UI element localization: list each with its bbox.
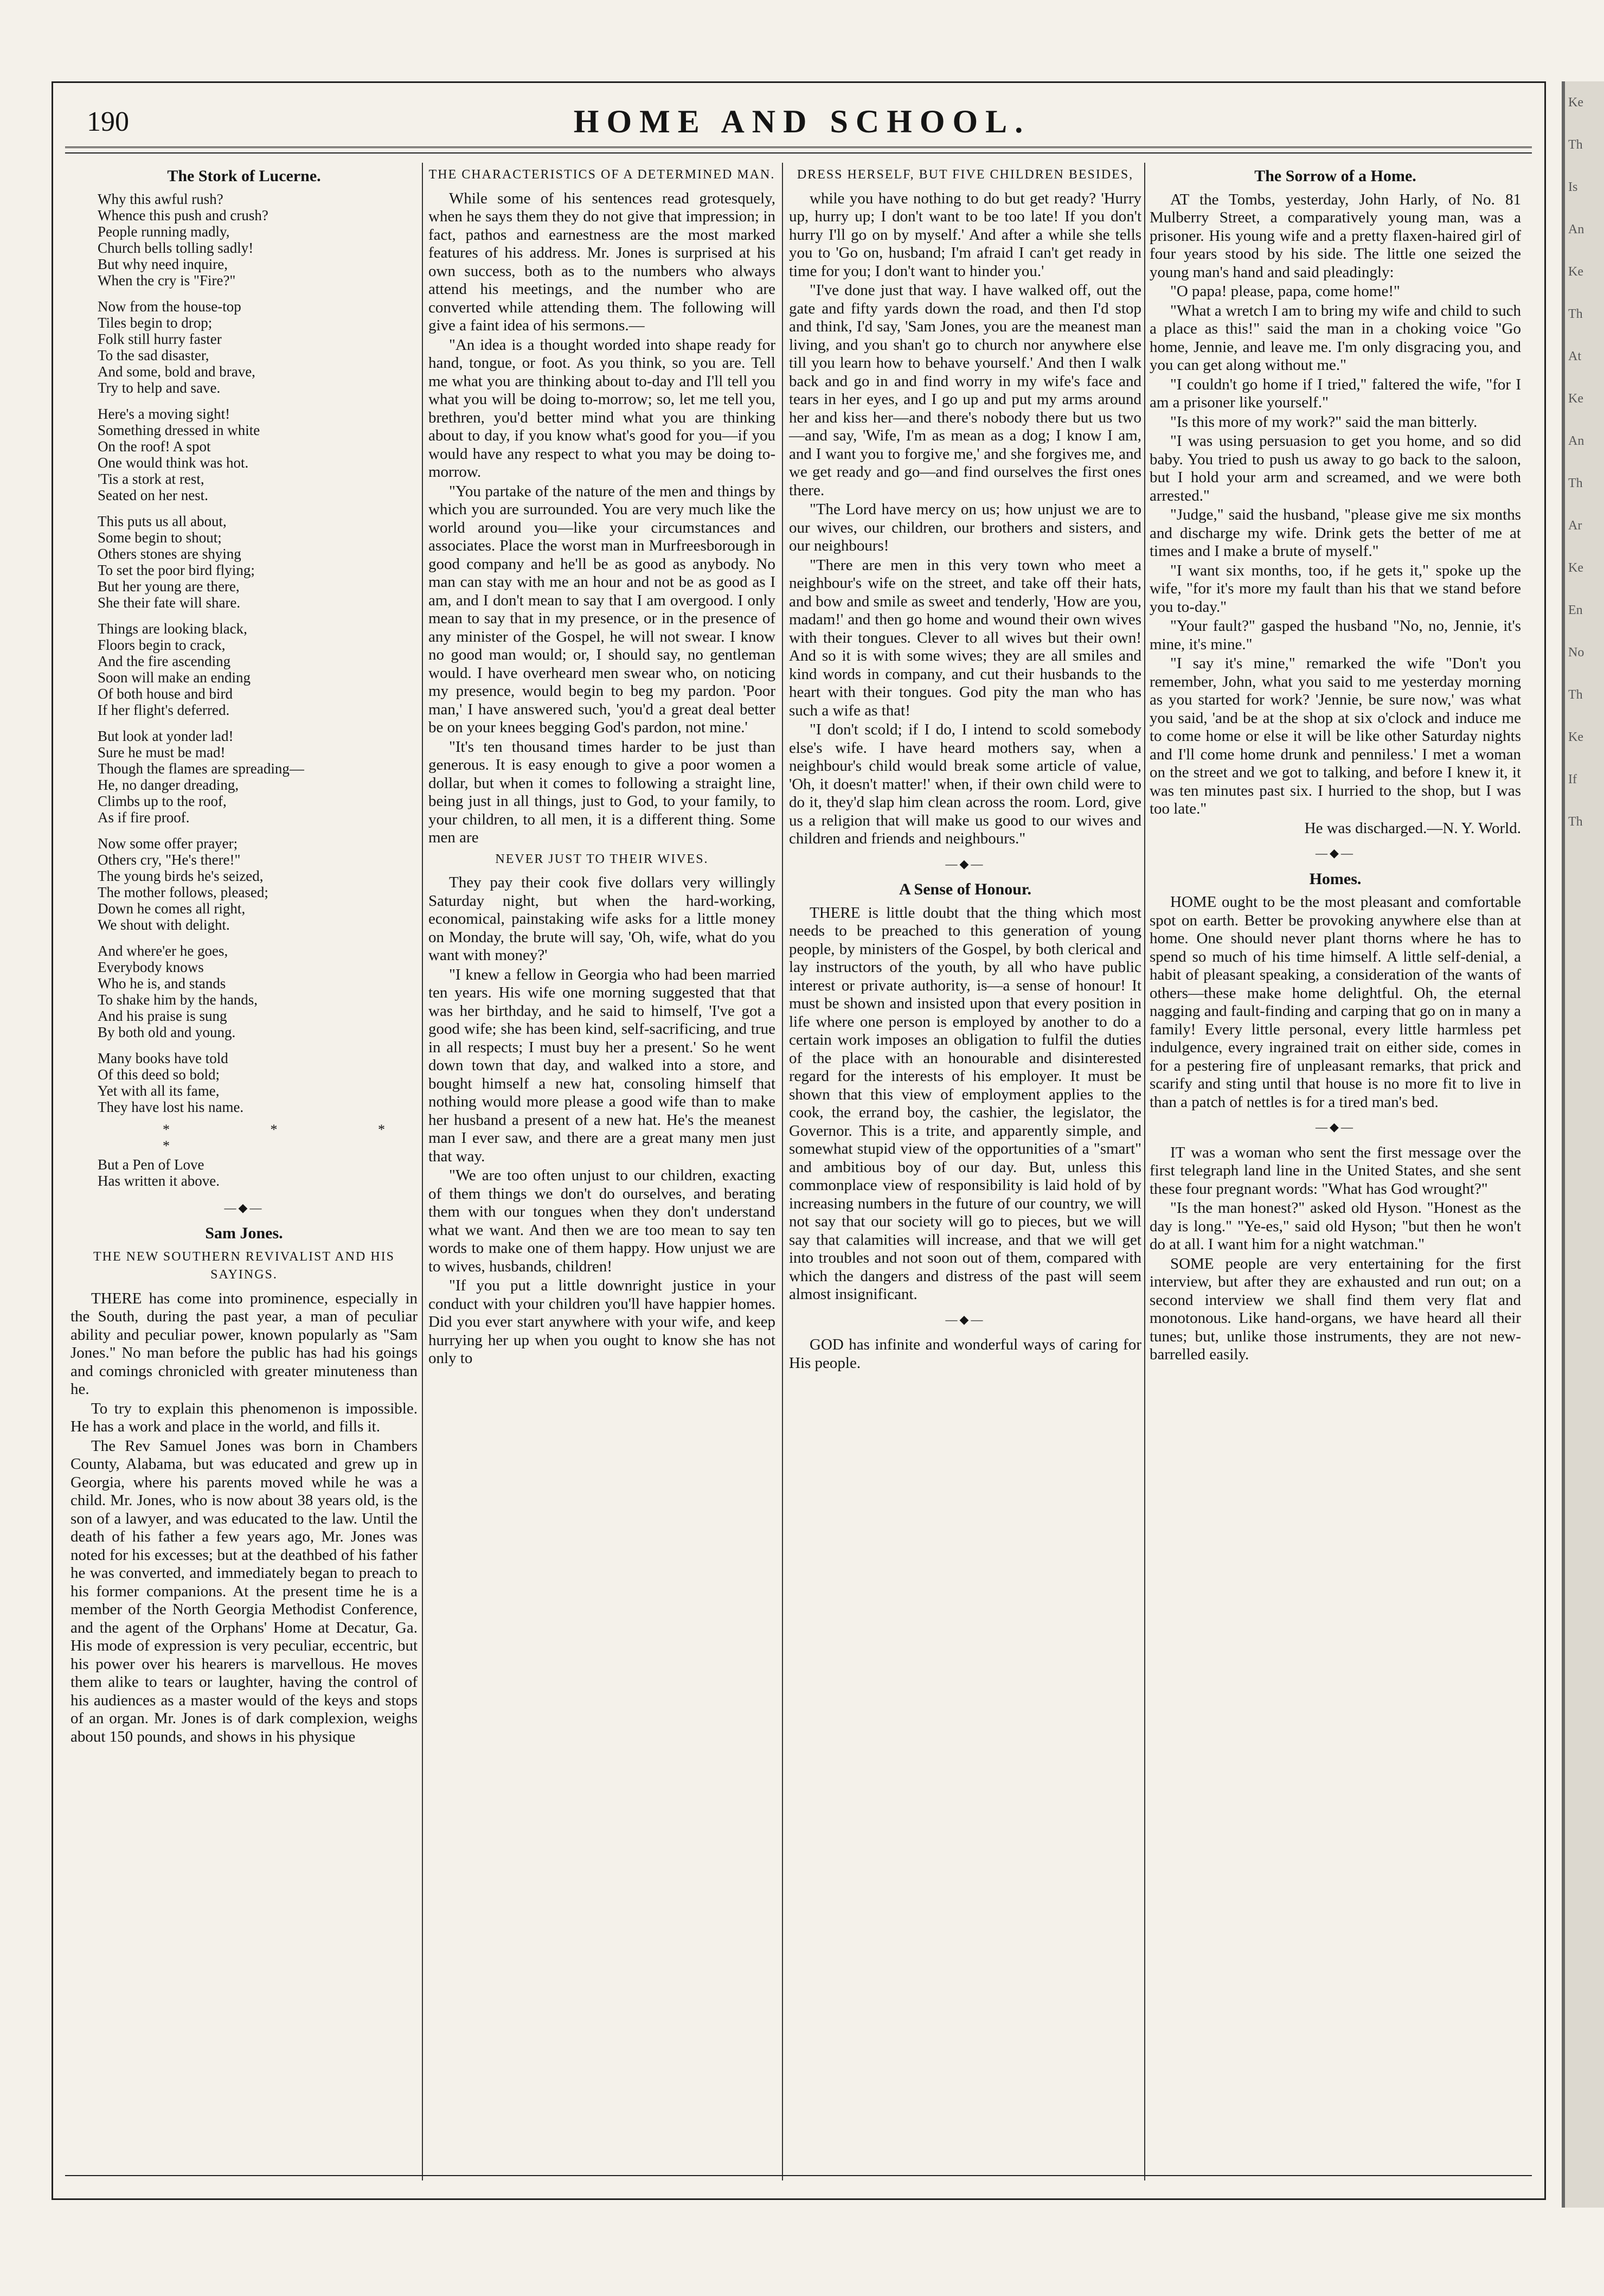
poem-line: Now from the house-top xyxy=(98,298,241,315)
paragraph: "O papa! please, papa, come home!" xyxy=(1170,283,1400,300)
adjacent-page-fragment: Is xyxy=(1568,180,1578,194)
column-divider xyxy=(1144,163,1145,2180)
separator-ornament: —◆— xyxy=(1316,846,1355,860)
adjacent-page-fragment: At xyxy=(1568,349,1581,363)
paragraph: "We are too often unjust to our children, exacting of them things we don't do ourselves, and berating them with our tongues when they don't understand what we want. And then we are too mean to say ten words to make one of them happy. How unjust we are to wives, husbands, children! xyxy=(428,1167,775,1275)
poem-line: To shake him by the hands, xyxy=(98,991,258,1008)
poem-stanza xyxy=(98,1156,418,1189)
poem-line: Seated on her nest. xyxy=(98,487,208,503)
poem-line: Others cry, "He's there!" xyxy=(98,851,241,868)
paragraph: THERE is little doubt that the thing which most needs to be preached to this generation of young people, by ministers of the Gospel, by both clerical and lay instructors of the youth, by all who have public interest or private authority, is—a sense of honour! It must be shown and insisted upon that every position in life where one person is employed by another to do a certain work imposes an obligation to fulfil the duties of the place with an honourable and disinterested regard for the interests of his employer. It must be shown that this view of employment applies to the cook, the errand boy, the cashier, the legislator, the Governor. This is a trite, and apparently simple, and somewhat stupid view of the opportunities of a "smart" and ambitious boy of our day. But, unless this commonplace view of responsibility is laid hold of by increasing numbers in the future of our country, we will not say that our society will go to pieces, but we will say that calamities will increase, and that we will get into troubles and not soon out of them, compared with which the dangers and distress of the past will seem almost insignificant. xyxy=(789,904,1141,1303)
paragraph: "I say it's mine," remarked the wife "Don't you remember, John, what you said to me yesterday morning as you started for work? 'Jennie, be sure now,' was what you said, 'and be at the shop at six o'clock and induce me to come home or else it will be like other Saturday nights and I'll come home drunk and penniless.' I met a woman on the street and we got to talking, and before I knew it, it was ten minutes past six. I hurried to the shop, but I was too late." xyxy=(1150,655,1521,817)
section-heading: DRESS HERSELF, BUT FIVE CHILDREN BESIDES, xyxy=(797,168,1134,182)
poem-line: If her flight's deferred. xyxy=(98,701,230,718)
adjacent-page-fragment: Th xyxy=(1568,815,1583,829)
poem-line: To set the poor bird flying; xyxy=(98,561,255,578)
poem-title: The Stork of Lucerne. xyxy=(167,167,321,185)
poem-line: When the cry is "Fire?" xyxy=(98,272,236,289)
adjacent-page-fragment: Ke xyxy=(1568,265,1583,279)
adjacent-page-fragment: Ke xyxy=(1568,95,1583,110)
poem-line: But a Pen of Love xyxy=(98,1156,204,1173)
paragraph: "I couldn't go home if I tried," faltered the wife, "for I am a prisoner like yourself." xyxy=(1150,375,1521,411)
poem-line: Others stones are shying xyxy=(98,545,241,562)
stars-divider: * * * * xyxy=(163,1121,418,1154)
adjacent-page-fragment: If xyxy=(1568,772,1577,786)
paragraph: The Rev Samuel Jones was born in Chambers County, Alabama, but was educated and grew up in Georgia, where his parents moved while he was a child. Mr. Jones, who is now about 38 years old, is the son of a lawyer, and was educated to the law. Until the death of his father a few years ago, Mr. Jones was noted for his excesses; but at the deathbed of his father he was converted, and immediately began to preach to his former companions. At the present time he is a member of the North Georgia Methodist Conference, and the agent of the Orphans' Home at Decatur, Ga. His mode of expression is very peculiar, eccentric, but his power over his hearers is marvellous. He moves them alike to tears or laughter, having the control of his audiences as a master would of the keys and stops of an organ. Mr. Jones is of dark complexion, weighs about 150 pounds, and shows in his physique xyxy=(70,1437,418,1745)
paragraph: "Judge," said the husband, "please give me six months and discharge my wife. Drink gets the better of me at times and I make a brute of myself." xyxy=(1150,506,1521,560)
paragraph: while you have nothing to do but get ready? 'Hurry up, hurry up; I don't want to be too late! If you don't hurry I'll go on by myself.' And after a while she tells you to 'Go on, husband; I'm afraid I can't get ready in time for you; I don't want to hinder you.' xyxy=(789,189,1141,280)
adjacent-page-fragment: No xyxy=(1568,645,1584,660)
poem-line: Church bells tolling sadly! xyxy=(98,239,254,256)
poem xyxy=(98,191,418,1189)
paragraph: "I don't scold; if I do, I intend to scold somebody else's wife. I have heard mothers say, when a neighbour's child would break some article of value, 'Oh, it doesn't matter!' when, if their own child were to do it, they'd slap him clean across the room. Lord, give us a religion that will make us good to our wives and children and friends and neighbours." xyxy=(789,721,1141,847)
article-body xyxy=(1150,191,1521,838)
column-divider xyxy=(422,163,423,2180)
separator-ornament: —◆— xyxy=(945,1312,985,1326)
paragraph: "You partake of the nature of the men and things by which you are surrounded. You are very much like the world around you—like your circumstances and associates. Place the worst man in Murfreesborough in good company and he'll be as good as anybody. No man can stay with me an hour and not be as good as I am, and I don't mean to say that I am overgood. I only mean to say that in my presence, or in the presence of any minister of the Gospel, he will not swear. I know no good man would; or, I should say, no gentleman would. I have overheard men swear who, on noticing my presence, would begin to beg my pardon. 'Poor man,' I have answered such, 'you'd a great deal better be on your knees begging God's pardon, not mine.' xyxy=(428,482,775,736)
poem-line: But why need inquire, xyxy=(98,255,228,272)
separator-ornament: —◆— xyxy=(1316,1120,1355,1134)
poem-line: Whence this push and crush? xyxy=(98,207,268,223)
poem-line: Yet with all its fame, xyxy=(98,1082,220,1099)
poem-line: And the fire ascending xyxy=(98,653,231,669)
paragraph: "I want six months, too, if he gets it," spoke up the wife, "for it's more my fault than his that we stand before you to-day." xyxy=(1150,561,1521,616)
poem-stanza xyxy=(98,1050,418,1115)
paragraph: "Your fault?" gasped the husband "No, no, Jennie, it's mine, it's mine." xyxy=(1150,617,1521,653)
adjacent-page-fragment: Th xyxy=(1568,688,1583,702)
adjacent-page-fragment: An xyxy=(1568,434,1584,448)
poem-line: Tiles begin to drop; xyxy=(98,314,213,331)
poem-stanza xyxy=(98,835,418,933)
article-body xyxy=(70,1290,418,1747)
poem-line: Of both house and bird xyxy=(98,685,233,702)
poem-line: To the sad disaster, xyxy=(98,347,209,363)
paragraph: "What a wretch I am to bring my wife and child to such a place as this!" said the man in a choking voice "Go home, Jennie, and leave me. I'm only disgracing you, and you can get along without me." xyxy=(1150,302,1521,374)
poem-stanza xyxy=(98,943,418,1040)
poem-line: Of this deed so bold; xyxy=(98,1066,220,1083)
adjacent-page-fragment: Th xyxy=(1568,476,1583,490)
paragraph: "I've done just that way. I have walked off, out the gate and fifty yards down the road, and then I'd stop and think, I'd say, 'Sam Jones, you are the meanest man living, and you shan't go to church nor anywhere else till you learn how to behave yourself.' And then I walk back and go in and find worry in my wife's face and tears in her eyes, and I go up and put my arms around her and kiss her—and there's nobody there but us two—and say, 'Wife, I'm as mean as a dog; I know I am, and I want you to forgive me,' and she forgives me, and we get ready and go—and find ourselves the first ones there. xyxy=(789,282,1141,499)
paragraph: SOME people are very entertaining for the first interview, but after they are exhausted and run out; on a second interview we shall find them very flat and monotonous. Like hand-organs, we have heard all their tunes; but, unlike those instruments, they are not new-barrelled easily. xyxy=(1150,1255,1521,1363)
adjacent-page-fragment: An xyxy=(1568,222,1584,236)
separator-ornament: —◆— xyxy=(224,1200,264,1214)
article-body xyxy=(428,874,775,1368)
poem-line: Soon will make an ending xyxy=(98,669,251,686)
poem-line: By both old and young. xyxy=(98,1024,236,1040)
poem-stanza xyxy=(98,298,418,396)
poem-stanza xyxy=(98,513,418,611)
separator-ornament: —◆— xyxy=(945,856,985,871)
paragraph: HOME ought to be the most pleasant and comfortable spot on earth. Better be provoking anywhere else than at home. One should never plant thorns where he has to spend so much of his time himself. A little self-denial, a habit of pleasant speaking, a consideration of the wants of others—these make home delightful. Oh, the eternal nagging and fault-finding and carping that go on in many a family! Every little personal, every little harmless pet indulgence, every ingrained trait on either side, comes in for a pestering fire of unpleasant remarks, that prick and scarify and sting until that house is no more fit to live in than a patch of nettles is for a tired man's bed. xyxy=(1150,893,1521,1111)
paragraph: "An idea is a thought worded into shape ready for hand, tongue, or foot. As you think, so you are. Tell me what you are thinking about to-day and I'll tell you what you will be doing to-morrow; so, let me tell you, brethren, you'd better mind what you are thinking about to day, if you know what's good for you—if you would have any respect to what you may be doing to-morrow. xyxy=(428,336,775,481)
article-title: Homes. xyxy=(1309,869,1362,888)
article-title: Sam Jones. xyxy=(205,1224,283,1242)
column-1 xyxy=(70,163,418,1747)
poem-line: On the roof! A spot xyxy=(98,438,211,455)
adjacent-page-fragment: En xyxy=(1568,603,1583,617)
column-4 xyxy=(1150,163,1521,1365)
paragraph: "It's ten thousand times harder to be just than generous. It is easy enough to give a poor women a dollar, but when it comes to following a straight line, being just in all things, just to God, to your family, to your children, to all men, it is a different thing. Some men are xyxy=(428,738,775,846)
poem-stanza xyxy=(98,728,418,826)
article-body xyxy=(1150,1144,1521,1364)
page-number: 190 xyxy=(87,106,129,137)
poem-stanza xyxy=(98,621,418,718)
poem-line: Sure he must be mad! xyxy=(98,744,226,760)
poem-line: Something dressed in white xyxy=(98,421,260,438)
paragraph: "I knew a fellow in Georgia who had been married ten years. His wife one morning suggested that that was her birthday, and he said to himself, 'I've got a good wife; she has been kind, self-sacrificing, and true in all respects; I must buy her a present.' So he went down town that day, and walked into a store, and bought himself a new hat, consoling himself that nothing would more please a good wife than to make her husband a present of a new hat. He's the meanest man I ever saw, and there are a great many men just that way. xyxy=(428,965,775,1165)
poem-line: 'Tis a stork at rest, xyxy=(98,470,204,487)
poem-line: But look at yonder lad! xyxy=(98,727,234,744)
poem-line: The young birds he's seized, xyxy=(98,867,264,884)
poem-line: She their fate will share. xyxy=(98,594,241,611)
article-title: The Sorrow of a Home. xyxy=(1254,167,1416,185)
poem-stanza xyxy=(98,191,418,289)
adjacent-page-fragment: Th xyxy=(1568,307,1583,321)
paragraph: He was discharged.—N. Y. World. xyxy=(1304,819,1521,837)
paragraph: THERE has come into prominence, especially in the South, during the past year, a man of peculiar ability and peculiar power, known popularly as "Sam Jones." No man before the public has had his goings and comings chronicled with greater minuteness than he. xyxy=(70,1289,418,1398)
paragraph: To try to explain this phenomenon is impossible. He has a work and place in the world, and fills it. xyxy=(70,1399,418,1435)
article-body xyxy=(789,904,1141,1304)
poem-stanza xyxy=(98,406,418,503)
article-subtitle: THE NEW SOUTHERN REVIVALIST AND HIS SAYINGS. xyxy=(93,1249,395,1282)
article-body xyxy=(428,190,775,847)
poem-line: Climbs up to the roof, xyxy=(98,792,227,809)
poem-line: Everybody knows xyxy=(98,958,204,975)
closing-paragraph: GOD has infinite and wonderful ways of caring for His people. xyxy=(789,1336,1141,1372)
poem-line: Who he is, and stands xyxy=(98,975,226,992)
poem-line: Though the flames are spreading— xyxy=(98,760,304,777)
poem-line: He, no danger dreading, xyxy=(98,776,239,793)
article-title: A Sense of Honour. xyxy=(899,880,1031,898)
paragraph: "Is the man honest?" asked old Hyson. "Honest as the day is long." "Ye-es," said old Hyson; "but then he won't do at all. I want him for a night watchman." xyxy=(1150,1199,1521,1253)
adjacent-page-fragment: Th xyxy=(1568,138,1583,152)
poem-line: As if fire proof. xyxy=(98,809,190,826)
column-divider xyxy=(782,163,783,2180)
article-body xyxy=(789,190,1141,848)
poem-line: Here's a moving sight! xyxy=(98,405,230,422)
poem-line: And his praise is sung xyxy=(98,1007,227,1024)
section-heading: NEVER JUST TO THEIR WIVES. xyxy=(495,852,709,866)
poem-line: Some begin to shout; xyxy=(98,529,222,546)
poem-line: Down he comes all right, xyxy=(98,900,246,917)
paragraph: IT was a woman who sent the first message over the first telegraph land line in the United States, and she sent these four pregnant words: "What has God wrought?" xyxy=(1150,1143,1521,1198)
poem-line: And some, bold and brave, xyxy=(98,363,255,380)
paragraph: "I was using persuasion to get you home, and so did baby. You tried to push us away to go back to the saloon, but I hold your arm and screamed, and we were both arrested." xyxy=(1150,432,1521,504)
poem-line: This puts us all about, xyxy=(98,513,227,529)
article-body xyxy=(1150,893,1521,1111)
column-2 xyxy=(428,163,775,1369)
poem-line: Try to help and save. xyxy=(98,379,221,396)
poem-line: Folk still hurry faster xyxy=(98,330,222,347)
adjacent-page-edge xyxy=(1562,81,1604,2208)
masthead-rule xyxy=(65,146,1532,154)
poem-line: Now some offer prayer; xyxy=(98,835,238,852)
adjacent-page-fragment: Ar xyxy=(1568,519,1582,533)
paragraph: "There are men in this very town who meet a neighbour's wife on the street, and take off their hats, and bow and smile as sweet and tenderly, 'How are you, madam!' and then go home and wound their own wives with their tongues. Clever to all wives but their own! And so it is with some wives; they are all smiles and kind words in company, and cut their husbands to the heart with their tongues. God pity the man who has such a wife as that! xyxy=(789,556,1141,719)
paragraph: While some of his sentences read grotesquely, when he says them they do not give that impression; in fact, pathos and earnestness are the most marked features of his address. Mr. Jones is surprised at his own success, both as to the numbers who always attend his meetings, and the number who are converted while attending them. The following will give a faint idea of his sermons.— xyxy=(428,189,775,334)
adjacent-page-fragment: Ke xyxy=(1568,392,1583,406)
poem-line: We shout with delight. xyxy=(98,916,230,933)
poem-line: The mother follows, pleased; xyxy=(98,884,268,900)
adjacent-page-fragment: Ke xyxy=(1568,730,1583,744)
poem-line: Has written it above. xyxy=(98,1172,220,1189)
section-heading: THE CHARACTERISTICS OF A DETERMINED MAN. xyxy=(428,168,775,182)
paragraph: "The Lord have mercy on us; how unjust we are to our wives, our children, our brothers and sisters, and our neighbours! xyxy=(789,501,1141,554)
column-3 xyxy=(789,163,1141,1373)
masthead-title: HOME AND SCHOOL. xyxy=(573,104,1031,139)
paragraph: "If you put a little downright justice in your conduct with your children you'll have happier homes. Did you ever start anywhere with your wife, and keep hurrying her up when you ought to know she has not only to xyxy=(428,1277,775,1367)
paragraph: "Is this more of my work?" said the man bitterly. xyxy=(1170,413,1478,431)
poem-line: But her young are there, xyxy=(98,578,240,594)
poem-line: They have lost his name. xyxy=(98,1098,244,1115)
paragraph: They pay their cook five dollars very willingly Saturday night, but when the hard-working, economical, painstaking wife asks for a little money on Monday, the brute will say, 'Oh, wife, what do you want with money?' xyxy=(428,874,775,964)
poem-line: Many books have told xyxy=(98,1050,228,1066)
adjacent-page-fragment: Ke xyxy=(1568,561,1583,575)
bottom-rule xyxy=(65,2175,1532,2176)
poem-line: Floors begin to crack, xyxy=(98,636,226,653)
poem-line: And where'er he goes, xyxy=(98,942,228,959)
paragraph: AT the Tombs, yesterday, John Harly, of No. 81 Mulberry Street, a comparatively young man, was a prisoner. His young wife and a pretty flaxen-haired girl of four years stood by his side. The little one seized the young man's hand and said pleadingly: xyxy=(1150,190,1521,281)
poem-line: Things are looking black, xyxy=(98,620,247,637)
poem-line: One would think was hot. xyxy=(98,454,249,471)
poem-line: People running madly, xyxy=(98,223,230,240)
poem-line: Why this awful rush? xyxy=(98,190,223,207)
